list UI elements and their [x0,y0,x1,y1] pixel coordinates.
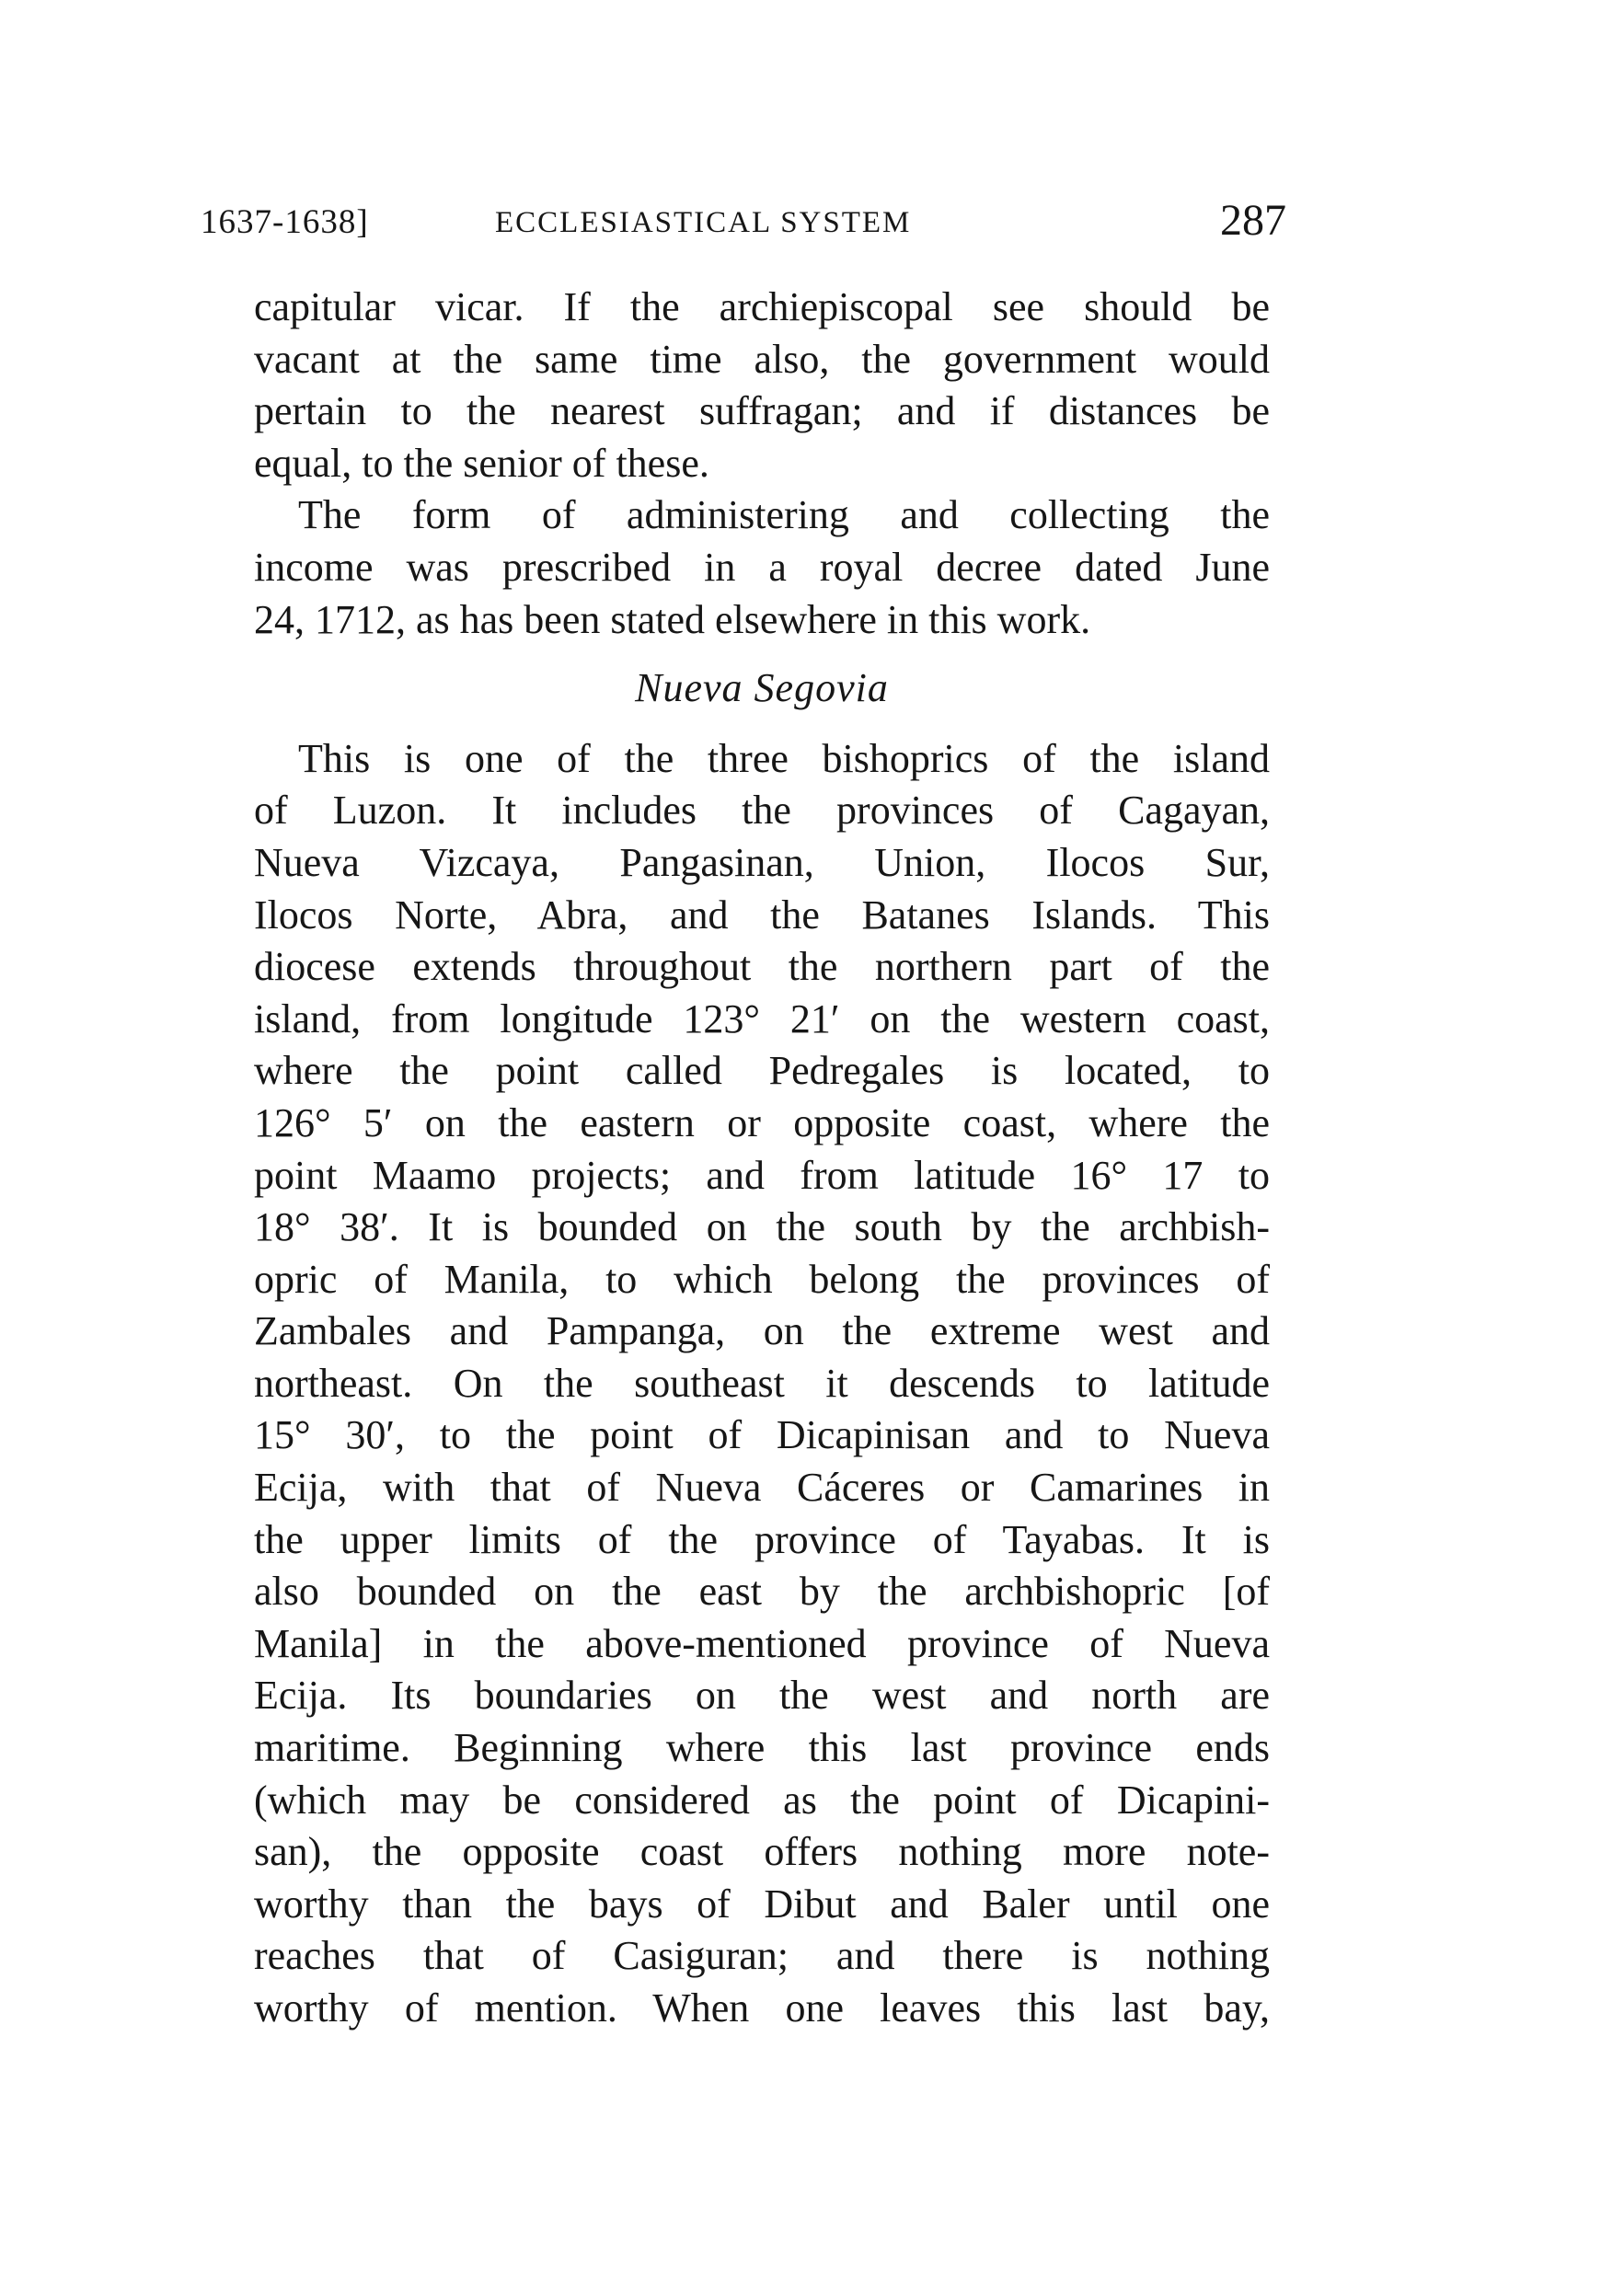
text-line: The form of administering and collecting the [298,492,1270,538]
page-number: 287 [1220,196,1286,245]
paragraph-nueva-segovia [254,733,1270,2035]
text-line: Zambales and Pampanga, on the extreme west and [254,1308,1270,1354]
text-line: the upper limits of the province of Tayabas. It is [254,1516,1270,1562]
text-line: opric of Manila, to which belong the provinces of [254,1256,1270,1302]
text-line: point Maamo projects; and from latitude 16° 17 to [254,1152,1270,1198]
text-line: worthy than the bays of Dibut and Baler until one [254,1881,1270,1927]
running-head [201,195,1286,247]
text-line: of Luzon. It includes the provinces of Cagayan, [254,788,1270,834]
running-head-date-range: 1637-1638] [201,203,369,241]
text-line: island, from longitude 123° 21′ on the western coast, [254,995,1270,1041]
body-text [254,282,1270,2035]
text-line: diocese extends throughout the northern part of the [254,944,1270,990]
text-line: capitular vicar. If the archiepiscopal see should be [254,284,1270,329]
text-line: 18° 38′. It is bounded on the south by the archbish- [254,1204,1270,1250]
paragraph-income [254,489,1270,646]
text-line: Nueva Vizcaya, Pangasinan, Union, Ilocos Sur, [254,839,1270,885]
text-line: maritime. Beginning where this last province ends [254,1725,1270,1771]
text-line: also bounded on the east by the archbishopric [of [254,1569,1270,1615]
paragraph-capitular-vicar [254,282,1270,489]
text-line: where the point called Pedregales is located, to [254,1048,1270,1094]
text-line: vacant at the same time also, the government would [254,336,1270,382]
text-line: This is one of the three bishoprics of the island [298,735,1270,781]
text-line: (which may be considered as the point of Dicapini- [254,1777,1270,1823]
text-line: reaches that of Casiguran; and there is nothing [254,1933,1270,1979]
text-line: income was prescribed in a royal decree dated June [254,544,1270,590]
text-line: Ilocos Norte, Abra, and the Batanes Islands. This [254,892,1270,938]
running-head-title: ECCLESIASTICAL SYSTEM [495,206,912,239]
text-line: pertain to the nearest suffragan; and if distances be [254,388,1270,434]
text-line: northeast. On the southeast it descends to latitude [254,1360,1270,1406]
section-heading: Nueva Segovia [635,665,889,711]
text-line: Ecija, with that of Nueva Cáceres or Camarines in [254,1465,1270,1511]
text-line: 24, 1712, as has been stated elsewhere in this work. [254,596,1091,642]
text-line: worthy of mention. When one leaves this last bay, [254,1985,1270,2031]
text-line: 15° 30′, to the point of Dicapinisan and to Nueva [254,1412,1270,1458]
text-line: Manila] in the above-mentioned province of Nueva [254,1620,1270,1666]
text-line: san), the opposite coast offers nothing more note- [254,1829,1270,1875]
text-line: equal, to the senior of these. [254,440,709,486]
text-line: 126° 5′ on the eastern or opposite coast, where the [254,1099,1270,1145]
text-line: Ecija. Its boundaries on the west and north are [254,1673,1270,1719]
